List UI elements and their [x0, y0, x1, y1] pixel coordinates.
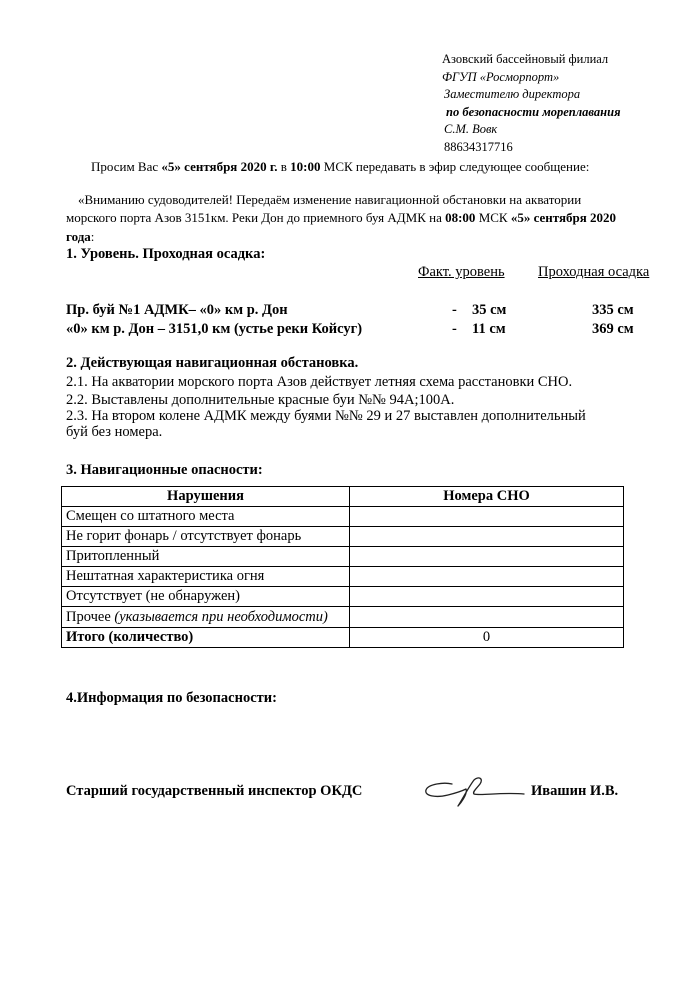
level-row-fact: 11 см: [472, 321, 506, 337]
table-row: [62, 567, 624, 587]
request-date: «5» сентября 2020 г.: [161, 159, 278, 174]
col-sno-numbers: Номера СНО: [350, 487, 624, 507]
level-row-draft: 369 см: [592, 321, 634, 337]
section4-heading: 4.Информация по безопасности:: [66, 690, 277, 706]
table-row: [62, 527, 624, 547]
level-row-draft: 335 см: [592, 302, 634, 318]
request-pre: Просим Вас: [91, 159, 162, 174]
level-row-place: «0» км р. Дон – 3151,0 км (устье реки Койсуг): [66, 321, 363, 337]
level-row-place: Пр. буй №1 АДМК– «0» км р. Дон: [66, 302, 288, 318]
request-mid2: МСК передавать в эфир следующее сообщение:: [320, 159, 590, 174]
addressee-position1: Заместителю директора: [444, 87, 581, 101]
violation-label: Нештатная характеристика огня: [62, 567, 350, 587]
table-row-other: [62, 607, 624, 628]
handwritten-signature: [422, 774, 526, 808]
hazards-header-row: [62, 487, 624, 507]
section2-heading: 2. Действующая навигационная обстановка.: [66, 355, 359, 371]
violation-value: [350, 507, 624, 527]
intro-line2: [66, 210, 616, 226]
violation-label: Отсутствует (не обнаружен): [62, 587, 350, 607]
violation-value: [350, 547, 624, 567]
signer-title: Старший государственный инспектор ОКДС: [66, 783, 363, 799]
section1-heading: 1. Уровень. Проходная осадка:: [66, 246, 266, 262]
intro-time: 08:00: [445, 210, 476, 225]
request-line: [91, 159, 589, 175]
section3-heading: 3. Навигационные опасности:: [66, 462, 263, 478]
violation-label: Притопленный: [62, 547, 350, 567]
intro-line3-bold: года: [66, 229, 91, 244]
addressee-block: [442, 51, 621, 156]
intro-line2-text: морского порта Азов 3151км. Реки Дон до приемного буя АДМК на: [66, 210, 446, 225]
request-mid1: в: [277, 159, 291, 174]
intro-line1: «Вниманию судоводителей! Передаём изменение навигационной обстановки на акватории: [78, 192, 582, 207]
other-note: (указывается при необходимости): [114, 609, 328, 625]
addressee-phone: 88634317716: [444, 139, 513, 154]
other-label: Прочее: [66, 609, 115, 625]
intro-mid: МСК: [475, 210, 511, 225]
total-label: Итого (количество): [62, 628, 350, 648]
request-time: 10:00: [290, 159, 321, 174]
nav-item: буй без номера.: [66, 424, 163, 440]
intro-line3: [66, 229, 94, 245]
table-row: [62, 547, 624, 567]
violation-label: Смещен со штатного места: [62, 507, 350, 527]
violation-value: [350, 527, 624, 547]
table-row: [62, 507, 624, 527]
addressee-org2: ФГУП «Росморпорт»: [442, 69, 560, 84]
other-label-cell: [62, 607, 350, 628]
level-row-sign: -: [452, 302, 457, 318]
table-row-total: [62, 628, 624, 648]
violation-value: [350, 567, 624, 587]
nav-item: 2.1. На акватории морского порта Азов действует летняя схема расстановки СНО.: [66, 374, 573, 390]
addressee-name: С.М. Вовк: [444, 122, 498, 136]
col-passing-draft: Проходная осадка: [538, 264, 650, 280]
hazards-table: [61, 486, 624, 648]
addressee-position2: по безопасности мореплавания: [446, 104, 621, 119]
level-row-fact: 35 см: [472, 302, 507, 318]
nav-item: 2.3. На втором колене АДМК между буями №№ 29 и 27 выставлен дополнительный: [66, 408, 586, 424]
intro-date: «5» сентября 2020: [510, 210, 617, 225]
violation-value: [350, 587, 624, 607]
nav-item: 2.2. Выставлены дополнительные красные буи №№ 94А;100А.: [66, 392, 455, 408]
signer-name: Ивашин И.В.: [531, 783, 619, 799]
total-value: 0: [350, 628, 624, 648]
intro-line3-tail: :: [90, 229, 95, 244]
col-violations: Нарушения: [62, 487, 350, 507]
addressee-org1: Азовский бассейновый филиал: [442, 52, 609, 66]
other-value: [350, 607, 624, 628]
level-row-sign: -: [452, 321, 457, 337]
col-fact-level: Факт. уровень: [418, 264, 505, 280]
violation-label: Не горит фонарь / отсутствует фонарь: [62, 527, 350, 547]
table-row: [62, 587, 624, 607]
